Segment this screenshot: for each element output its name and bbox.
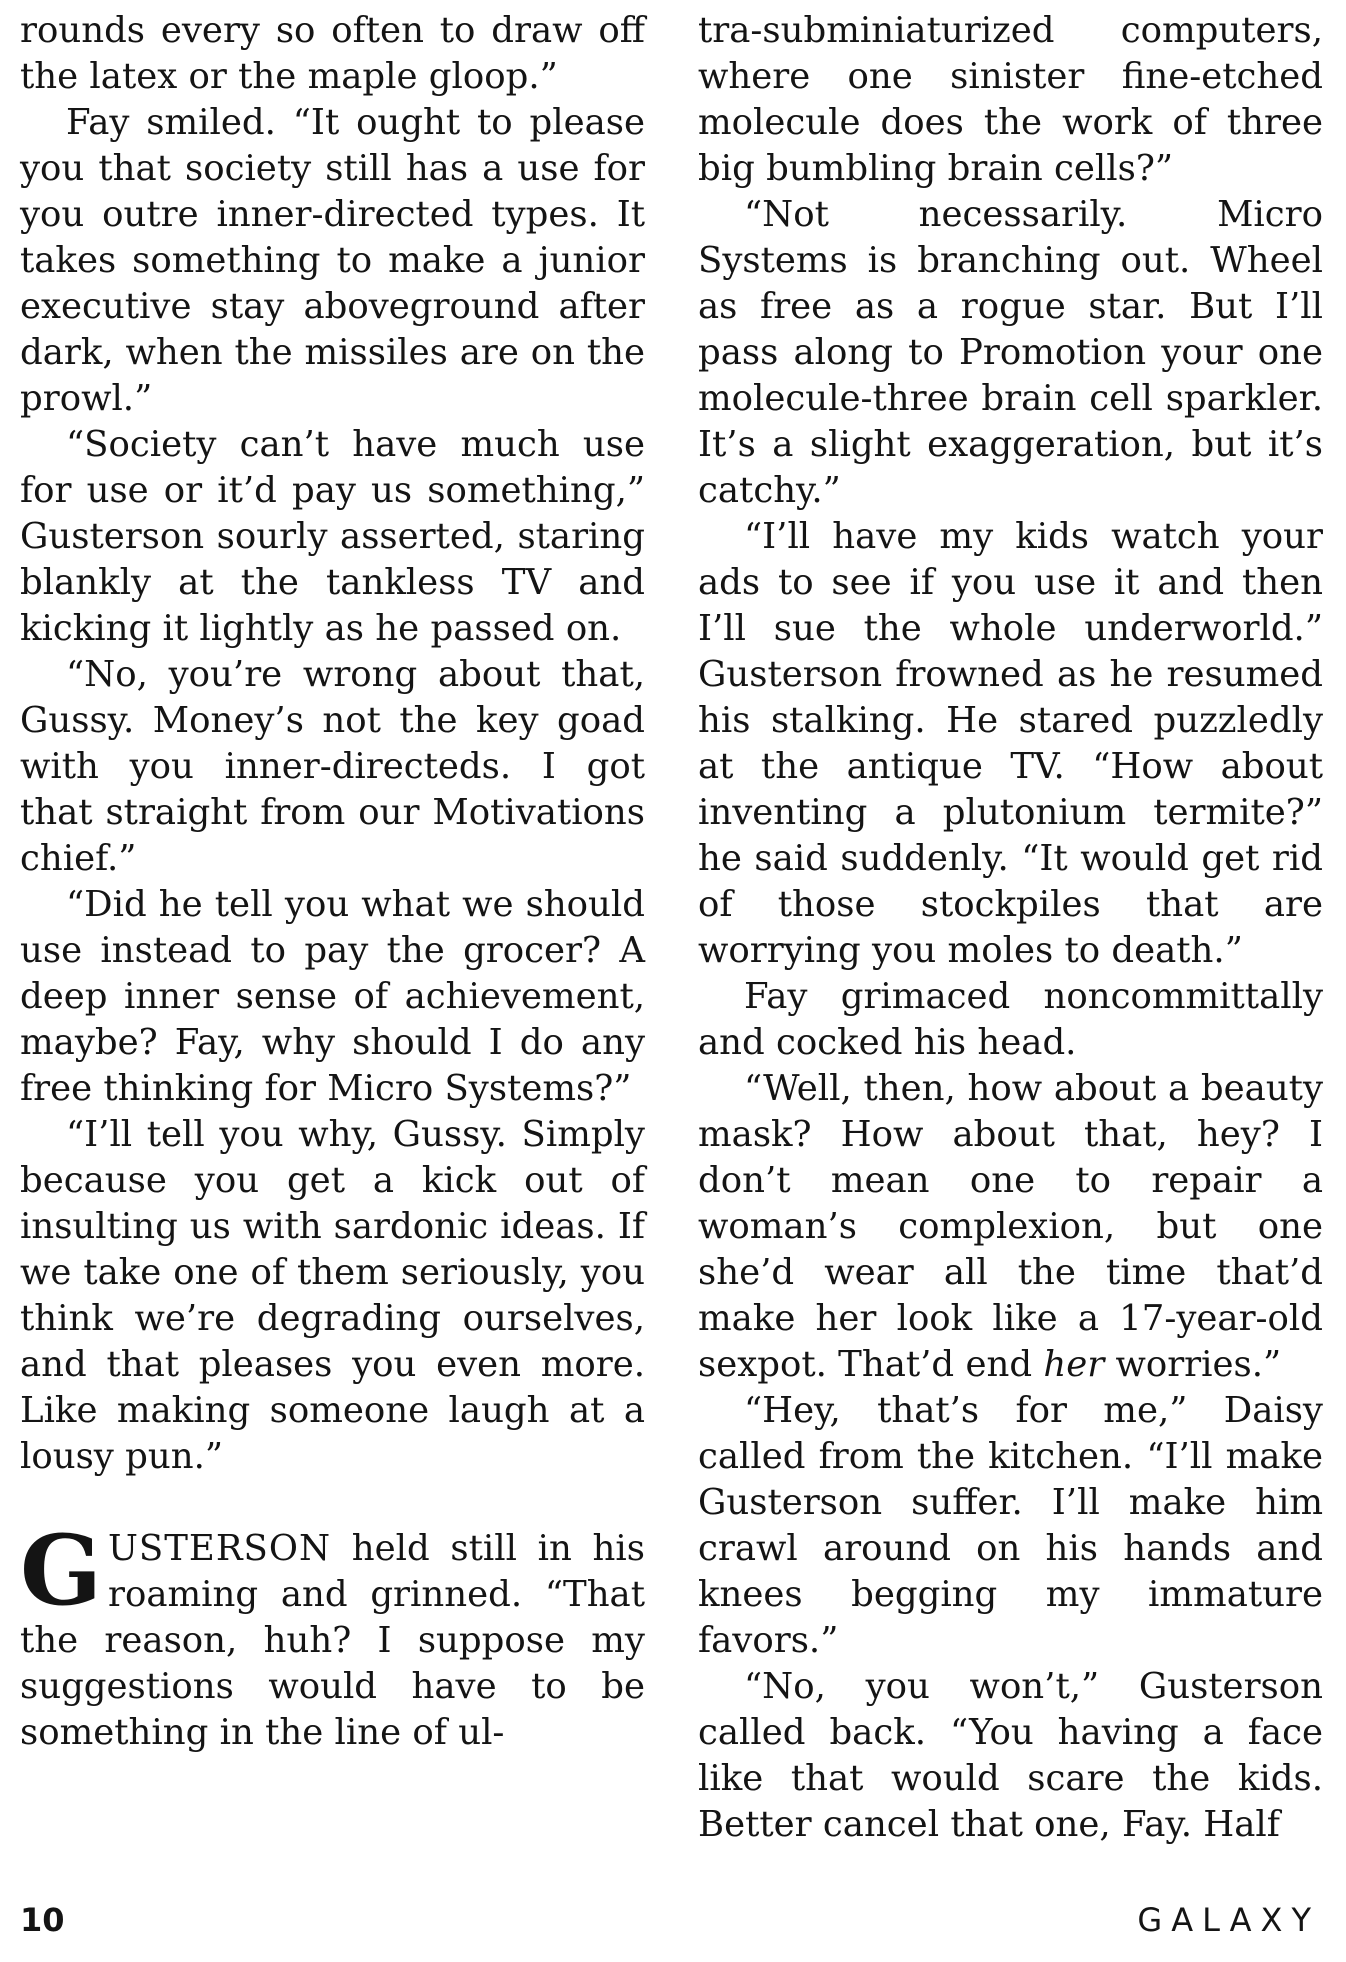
paragraph: “Hey, that’s for me,” Daisy called from the kitchen. “I’ll make Gusterson suffer. I’ll make him crawl around on his hands and knees begging my immature favors.” [698, 1390, 1323, 1661]
page-number: 10 [20, 1901, 65, 1939]
emphasis-text: her [1043, 1344, 1105, 1385]
running-title: GALAXY [1137, 1901, 1320, 1939]
left-column [20, 8, 645, 1756]
paragraph [698, 1066, 1323, 1388]
paragraph: Fay smiled. “It ought to please you that society still has a use for you outre inner-directed types. It takes something to make a junior executive stay aboveground after dark, when the missiles are on the prowl.” [20, 102, 645, 419]
paragraph: “Not necessarily. Micro Systems is branching out. Wheel as free as a rogue star. But I’ll pass along to Promotion your one molecule-three brain cell sparkler. It’s a slight exaggeration, but it’s catchy.” [698, 194, 1323, 511]
paragraph-text: held still in his roaming and grinned. “That the reason, huh? I suppose my suggestions would have to be something in the line of ul- [20, 1528, 645, 1753]
paragraph: rounds every so often to draw off the latex or the maple gloop.” [20, 10, 645, 97]
paragraph: “I’ll have my kids watch your ads to see if you use it and then I’ll sue the whole underworld.” Gusterson frowned as he resumed his stalking. He stared puzzledly at the antique TV. “How about inventing a plutonium termite?” he said suddenly. “It would get rid of those stockpiles that are worrying you moles to death.” [698, 516, 1323, 971]
paragraph-text: worries.” [1104, 1344, 1282, 1385]
right-column [698, 8, 1323, 1848]
drop-cap: G [20, 1514, 102, 1627]
paragraph: “Did he tell you what we should use instead to pay the grocer? A deep inner sense of achievement, maybe? Fay, why should I do any free thinking for Micro Systems?” [20, 884, 645, 1109]
paragraph: tra-subminiaturized computers, where one sinister fine-etched molecule does the work of three big bumbling brain cells?” [698, 10, 1323, 189]
section-opening-paragraph [20, 1514, 645, 1756]
paragraph: “No, you’re wrong about that, Gussy. Money’s not the key goad with you inner-directeds. I got that straight from our Motivations chief.” [20, 654, 645, 879]
paragraph: “No, you won’t,” Gusterson called back. “You having a face like that would scare the kids. Better cancel that one, Fay. Half [698, 1666, 1323, 1845]
paragraph-text: “Well, then, how about a beauty mask? How about that, hey? I don’t mean one to repair a woman’s complexion, but one she’d wear all the time that’d make her look like a 17-year-old sexpot. That’d end [698, 1068, 1323, 1385]
paragraph: Fay grimaced noncommittally and cocked his head. [698, 976, 1323, 1063]
paragraph: “Society can’t have much use for use or it’d pay us something,” Gusterson sourly asserted, staring blankly at the tankless TV and kicking it lightly as he passed on. [20, 424, 645, 649]
small-caps-lead: USTERSON [107, 1528, 332, 1569]
paragraph: “I’ll tell you why, Gussy. Simply because you get a kick out of insulting us with sardonic ideas. If we take one of them seriously, you think we’re degrading ourselves, and that pleases you even more. Like making someone laugh at a lousy pun.” [20, 1114, 645, 1477]
